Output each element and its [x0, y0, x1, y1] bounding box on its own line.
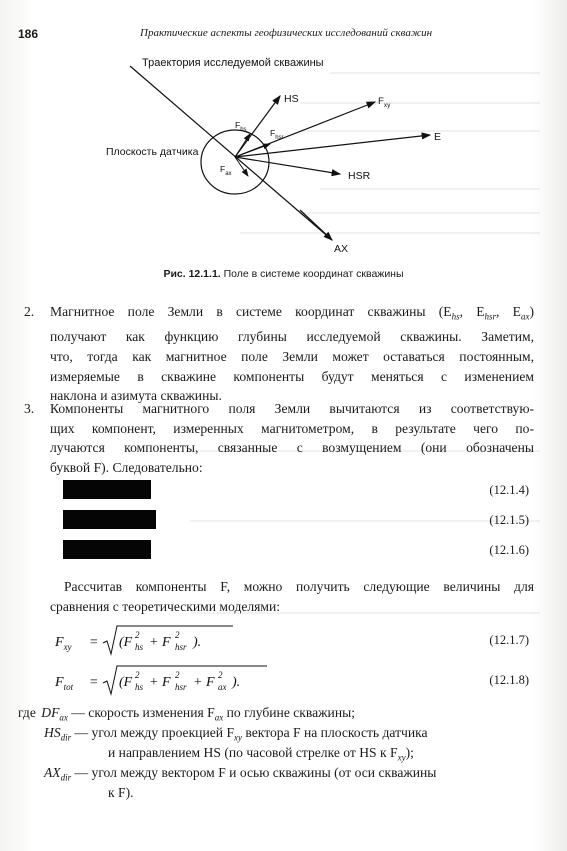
- redacted-equation: [63, 510, 156, 529]
- ax-arrow: [300, 210, 332, 240]
- formula-ftot-svg: [55, 664, 275, 698]
- text-line: Магнитное поле Земли в системе координат скважины ($E_{hs}$, $E_{hsr}$, $E_{ax}$): [50, 304, 534, 322]
- item-number: 2.: [24, 304, 35, 319]
- text-line: измеряемые в скважине компоненты будут меняться с изменением: [50, 368, 534, 384]
- text-line: что, тогда как магнитное поле Земли может оставаться постоянным,: [50, 348, 534, 364]
- paragraph-after-equations: [50, 577, 534, 597]
- svg-text:Ftot: $F_{tot}$: [55, 675, 74, 692]
- text-line: Компоненты магнитного поля Земли вычитаются из соответствую-: [50, 401, 534, 416]
- svg-text:hsr: hsr: [175, 682, 187, 692]
- running-title: Практические аспекты геофизических исследований скважин: [140, 27, 433, 39]
- equation-number: (12.1.8): [489, 673, 529, 687]
- text-line: сравнения с теоретическими моделями:: [50, 599, 281, 614]
- text-line: $HS_{dir}$ — угол между проекцией $F_{xy}$ вектора F на плоскость датчика: [44, 725, 428, 743]
- equation-number: (12.1.4): [489, 483, 529, 497]
- redacted-equation: [63, 540, 151, 559]
- equation-number: (12.1.6): [489, 543, 529, 557]
- svg-text:+ F: + F: [149, 635, 171, 650]
- definition-axdir: $AX_{dir}$ — угол между вектором F и осью скважины (от оси скважины: [44, 765, 437, 783]
- text-line: получают как функцию глубины исследуемой скважины. Заметим,: [50, 329, 534, 345]
- e-label: E: [434, 131, 442, 143]
- text-line: буквой F). Следовательно:: [50, 459, 203, 475]
- text-line: щих компонент, измеренных магнитометром, в результате чего по-: [50, 420, 534, 436]
- sensor-plane-label: Плоскость датчика: [106, 146, 199, 158]
- text-line: Рассчитав компоненты F, можно получить следующие величины для: [64, 579, 534, 594]
- equation-number: (12.1.5): [489, 513, 529, 527]
- svg-text:+ F: + F: [193, 675, 215, 690]
- definition-df: где $DF_{ax}$ — скорость изменения $F_{ax}$ по глубине скважины;: [18, 705, 356, 723]
- svg-text:hsr: hsr: [175, 642, 187, 652]
- page-number: 186: [18, 27, 39, 41]
- definition-axdir-cont: к F).: [108, 785, 134, 800]
- svg-text:(F: (F: [119, 635, 133, 650]
- fxy-label: $F_{xy}$: [378, 96, 391, 109]
- ax-label: AX: [334, 243, 349, 255]
- hsr-arrow: [235, 157, 340, 174]
- svg-text:(F: (F: [119, 675, 133, 690]
- svg-text:hs: hs: [135, 682, 144, 692]
- text-line: наклона и азимута скважины.: [50, 388, 222, 404]
- svg-text:2: 2: [135, 670, 140, 680]
- sensor-plane-circle: [201, 130, 269, 194]
- svg-text:).: ).: [232, 675, 241, 690]
- svg-text:+ F: + F: [149, 675, 171, 690]
- formula-fxy-svg: [55, 624, 255, 658]
- svg-text:Fxy: $F_{xy}$: [55, 635, 72, 652]
- svg-text:=: =: [89, 675, 99, 690]
- caption-text: Поле в системе координат скважины: [223, 268, 404, 280]
- svg-text:2: 2: [218, 670, 223, 680]
- hsr-label: HSR: [348, 170, 371, 182]
- item-2-text: [50, 302, 534, 406]
- svg-text:2: 2: [135, 630, 140, 640]
- svg-text:).: ).: [193, 635, 202, 650]
- svg-text:hs: hs: [135, 642, 144, 652]
- figure-caption: [0, 268, 567, 280]
- redacted-equation: [63, 480, 151, 499]
- formula-fxy: [55, 624, 255, 658]
- svg-text:ax: ax: [218, 682, 227, 692]
- fhs-label: $F_{hs}$: [235, 120, 247, 133]
- svg-text:2: 2: [175, 630, 180, 640]
- svg-text:=: =: [89, 635, 99, 650]
- fax-label: $F_{ax}$: [220, 164, 232, 177]
- hs-label: HS: [284, 93, 299, 105]
- item-3-text: [50, 399, 534, 477]
- fhsr-label: $F_{hsr}$: [270, 128, 284, 141]
- item-number: 3.: [24, 401, 35, 416]
- show-through: [190, 520, 540, 522]
- caption-prefix: Рис. 12.1.1.: [163, 268, 221, 280]
- trajectory-label: Траектория исследуемой скважины: [142, 57, 324, 69]
- equation-number: (12.1.7): [489, 633, 529, 647]
- paragraph-after-equations-2: [50, 597, 534, 617]
- borehole-field-diagram: [100, 52, 460, 262]
- text-line: лучаются компоненты, связанные с возмущением (они обозначены: [50, 440, 534, 456]
- formula-ftot: [55, 664, 275, 698]
- svg-text:2: 2: [175, 670, 180, 680]
- definition-hsdir-cont: и направлением HS (по часовой стрелке от HS к $F_{xy}$);: [108, 745, 414, 763]
